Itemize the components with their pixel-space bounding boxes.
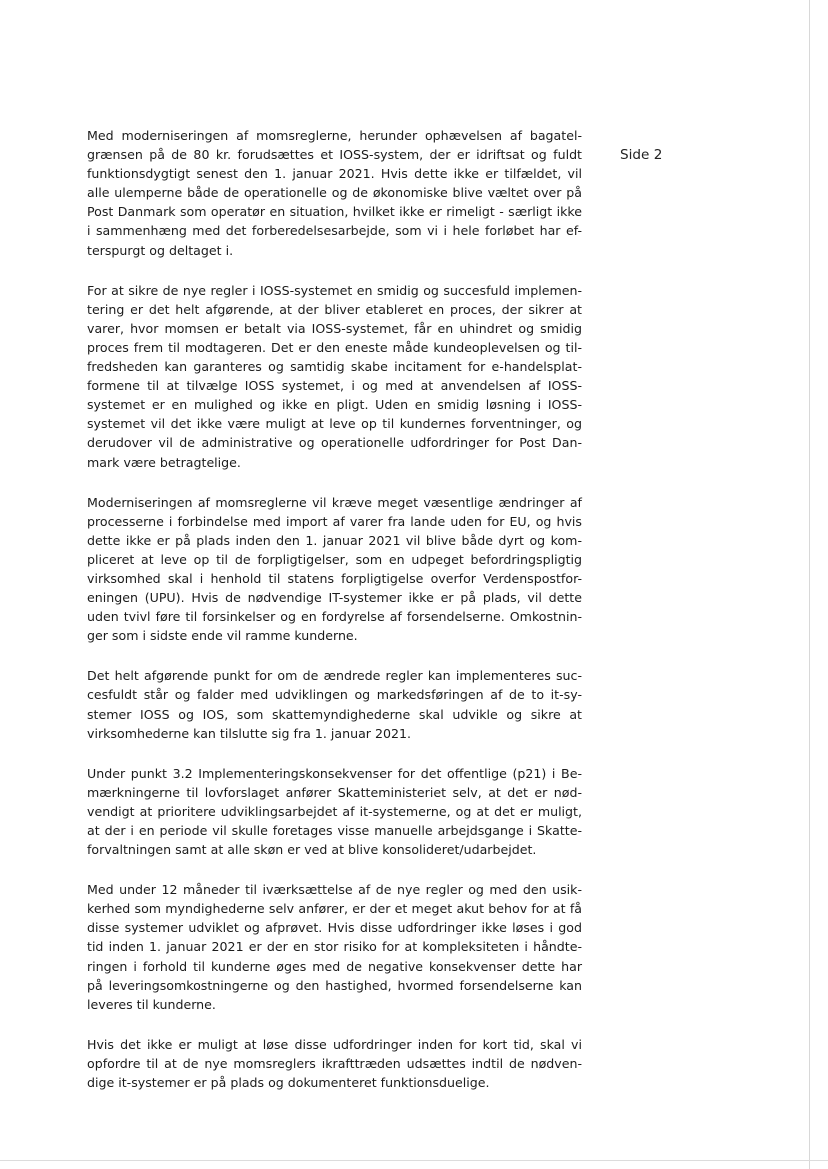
- text-line: virksomhederne kan tilslutte sig fra 1. januar 2021.: [87, 725, 412, 741]
- text-line: alle ulemperne både de operationelle og de økonomiske blive væltet over på: [87, 185, 582, 201]
- paragraph: [87, 880, 582, 1014]
- text-line: opfordre til at de nye momsreglers ikrafttræden udsættes indtil de nødven-: [87, 1055, 582, 1071]
- text-line: eningen (UPU). Hvis de nødvendige IT-systemer ikke er på plads, vil dette: [87, 590, 582, 606]
- text-line: virksomhed skal i henhold til statens forpligtigelse overfor Verdenspostfor-: [87, 570, 582, 586]
- text-line: i sammenhæng med det forberedelsesarbejde, som vi i hele forløbet har ef-: [87, 223, 582, 239]
- text-line: cesfuldt står og falder med udviklingen og markedsføringen af de to it-sy-: [87, 687, 582, 703]
- paragraph: [87, 666, 582, 742]
- text-line: Moderniseringen af momsreglerne vil kræve meget væsentlige ændringer af: [87, 494, 582, 510]
- text-line: systemet er en mulighed og ikke en pligt. Uden en smidig løsning i IOSS-: [87, 397, 582, 413]
- paragraph: [87, 493, 582, 646]
- text-line: disse systemer udviklet og afprøvet. Hvis disse udfordringer ikke løses i god: [87, 920, 582, 936]
- text-line: fredsheden kan garanteres og samtidig skabe incitament for e-handelsplat-: [87, 359, 582, 375]
- text-line: at der i en periode vil skulle foretages visse manuelle arbejdsgange i Skatte-: [87, 823, 582, 838]
- text-line: Det helt afgørende punkt for om de ændrede regler kan implementeres suc-: [87, 668, 582, 684]
- paragraph: [87, 126, 582, 260]
- text-line: systemet vil det ikke være muligt at leve op til kundernes forventninger, og: [87, 416, 582, 432]
- page-edge-right: [809, 0, 810, 1169]
- text-line: dette ikke er på plads inden den 1. januar 2021 vil blive både dyrt og kom-: [87, 532, 582, 548]
- text-line: varer, hvor momsen er betalt via IOSS-systemet, får en uhindret og smidig: [87, 320, 582, 336]
- text-line: Med moderniseringen af momsreglerne, herunder ophævelsen af bagatel-: [87, 128, 582, 143]
- text-line: ringen i forhold til kunderne øges med de negative konsekvenser dette har: [87, 958, 582, 974]
- text-line: tid inden 1. januar 2021 er der en stor risiko for at kompleksiteten i håndte-: [87, 939, 582, 955]
- text-line: kerhed som myndighederne selv anfører, er der et meget akut behov for at få: [87, 901, 582, 917]
- text-line: vendigt at prioritere udviklingsarbejdet af it-systemerne, og at det er muligt,: [87, 803, 582, 819]
- text-line: Post Danmark som operatør en situation, hvilket ikke er rimeligt - særligt ikke: [87, 204, 582, 220]
- text-line: processerne i forbindelse med import af varer fra lande uden for EU, og hvis: [87, 513, 582, 529]
- text-line: formene til at tilvælge IOSS systemet, i og med at anvendelsen af IOSS-: [87, 378, 582, 394]
- text-line: leveres til kunderne.: [87, 996, 216, 1012]
- paragraph: [87, 1035, 582, 1092]
- text-line: proces frem til modtageren. Det er den eneste måde kundeoplevelsen og til-: [87, 339, 582, 355]
- text-line: forvaltningen samt at alle skøn er ved at blive konsolideret/udarbejdet.: [87, 842, 537, 858]
- text-line: terspurgt og deltaget i.: [87, 242, 234, 258]
- text-line: på leveringsomkostningerne og den hastighed, hvormed forsendelserne kan: [87, 977, 582, 993]
- page-edge-bottom: [0, 1160, 828, 1161]
- text-line: Hvis det ikke er muligt at løse disse udfordringer inden for kort tid, skal vi: [87, 1036, 582, 1052]
- paragraph: [87, 281, 582, 472]
- text-line: Under punkt 3.2 Implementeringskonsekvenser for det offentlige (p21) i Be-: [87, 765, 582, 781]
- text-line: ger som i sidste ende vil ramme kunderne.: [87, 628, 358, 644]
- page-number: Side 2: [620, 147, 663, 163]
- paragraph: [87, 764, 582, 859]
- text-line: dige it-systemer er på plads og dokumenteret funktionsduelige.: [87, 1075, 490, 1091]
- text-line: funktionsdygtigt senest den 1. januar 2021. Hvis dette ikke er tilfældet, vil: [87, 166, 582, 182]
- text-line: mærkningerne til lovforslaget anfører Skatteministeriet selv, at det er nød-: [87, 784, 582, 800]
- text-line: For at sikre de nye regler i IOSS-systemet en smidig og succesfuld implemen-: [87, 282, 582, 298]
- text-line: stemer IOSS og IOS, som skattemyndighederne skal udvikle og sikre at: [87, 706, 582, 722]
- text-line: tering er det helt afgørende, at der bliver etableret en proces, der sikrer at: [87, 301, 582, 317]
- text-line: pliceret at leve op til de forpligtigelser, som en udpeget befordringspligtig: [87, 551, 582, 567]
- text-line: mark være betragtelige.: [87, 454, 241, 470]
- text-line: Med under 12 måneder til iværksættelse af de nye regler og med den usik-: [87, 882, 582, 898]
- text-line: grænsen på de 80 kr. forudsættes et IOSS-system, der er idriftsat og fuldt: [87, 147, 582, 163]
- document-body: [87, 126, 582, 1113]
- text-line: derudover vil de administrative og operationelle udfordringer for Post Dan-: [87, 435, 582, 451]
- text-line: uden tvivl føre til forsinkelser og en fordyrelse af forsendelserne. Omkostnin-: [87, 609, 582, 625]
